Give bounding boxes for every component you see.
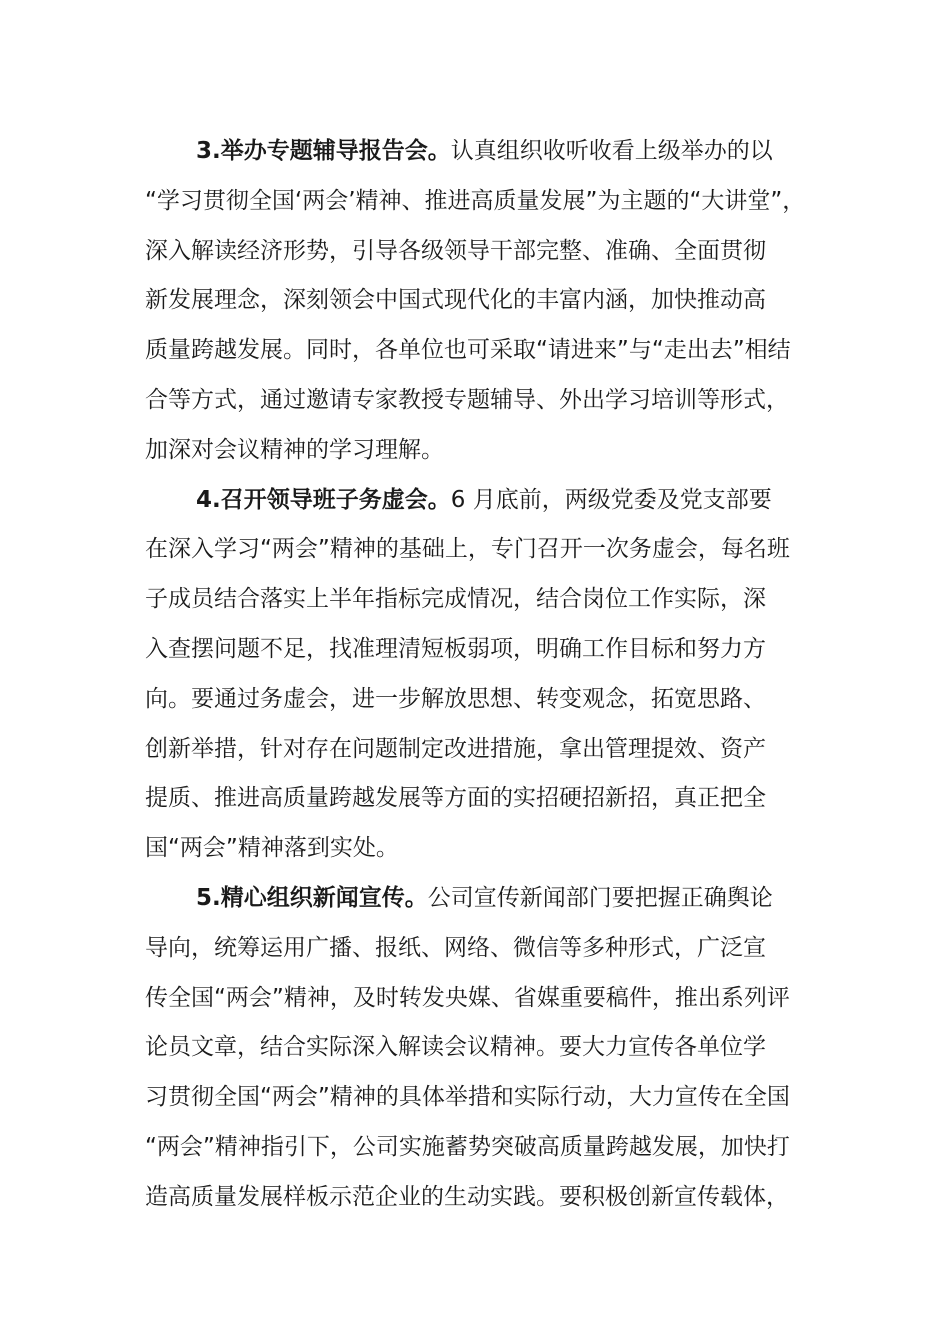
paragraph-5 bbox=[145, 874, 810, 1223]
paragraph-heading: 4.召开领导班子务虚会。 bbox=[196, 486, 451, 513]
paragraph-line: 传全国“两会”精神，及时转发央媒、省媒重要稿件，推出系列评 bbox=[145, 984, 790, 1011]
paragraph-heading: 3.举办专题辅导报告会。 bbox=[196, 138, 451, 164]
paragraph-line: 深入解读经济形势，引导各级领导干部完整、准确、全面贯彻 bbox=[145, 237, 766, 264]
paragraph-heading: 5.精心组织新闻宣传。 bbox=[196, 884, 428, 911]
paragraph-line: 加深对会议精神的学习理解。 bbox=[145, 436, 444, 463]
paragraph-line: 创新举措，针对存在问题制定改进措施，拿出管理提效、资产 bbox=[145, 735, 766, 762]
paragraph-line: 造高质量发展样板示范企业的生动实践。要积极创新宣传载体， bbox=[145, 1183, 789, 1210]
paragraph-first-line bbox=[145, 874, 810, 924]
paragraph-line: 合等方式，通过邀请专家教授专题辅导、外出学习培训等形式， bbox=[145, 386, 789, 413]
paragraph-line: 新发展理念，深刻领会中国式现代化的丰富内涵，加快推动高 bbox=[145, 287, 766, 314]
paragraph-text: 6 月底前，两级党委及党支部要 bbox=[450, 486, 772, 513]
paragraph-line: 向。要通过务虚会，进一步解放思想、转变观念，拓宽思路、 bbox=[145, 685, 766, 712]
paragraph-line: 提质、推进高质量跨越发展等方面的实招硬招新招，真正把全 bbox=[145, 785, 766, 812]
paragraph-line: 质量跨越发展。同时，各单位也可采取“请进来”与“走出去”相结 bbox=[145, 337, 791, 364]
paragraph-line: 导向，统筹运用广播、报纸、网络、微信等多种形式，广泛宣 bbox=[145, 934, 766, 961]
paragraph-text: 公司宣传新闻部门要把握正确舆论 bbox=[427, 884, 773, 911]
document-body bbox=[145, 127, 810, 1223]
paragraph-line: 国“两会”精神落到实处。 bbox=[145, 835, 399, 862]
paragraph-line: 习贯彻全国“两会”精神的具体举措和实际行动，大力宣传在全国 bbox=[145, 1084, 790, 1111]
paragraph-line: “两会”精神指引下，公司实施蓄势突破高质量跨越发展，加快打 bbox=[145, 1133, 790, 1160]
paragraph-line: 在深入学习“两会”精神的基础上，专门召开一次务虚会，每名班 bbox=[145, 536, 790, 563]
paragraph-line: 子成员结合落实上半年指标完成情况，结合岗位工作实际，深 bbox=[145, 586, 766, 613]
paragraph-line: “学习贯彻全国‘两会’精神、推进高质量发展”为主题的“大讲堂”， bbox=[145, 187, 806, 214]
paragraph-line: 入查摆问题不足，找准理清短板弱项，明确工作目标和努力方 bbox=[145, 635, 766, 662]
paragraph-first-line bbox=[145, 127, 810, 177]
paragraph-text: 认真组织收听收看上级举办的以 bbox=[450, 138, 773, 164]
paragraph-3 bbox=[145, 127, 810, 476]
paragraph-first-line bbox=[145, 476, 810, 526]
paragraph-line: 论员文章，结合实际深入解读会议精神。要大力宣传各单位学 bbox=[145, 1034, 766, 1061]
paragraph-4 bbox=[145, 476, 810, 874]
